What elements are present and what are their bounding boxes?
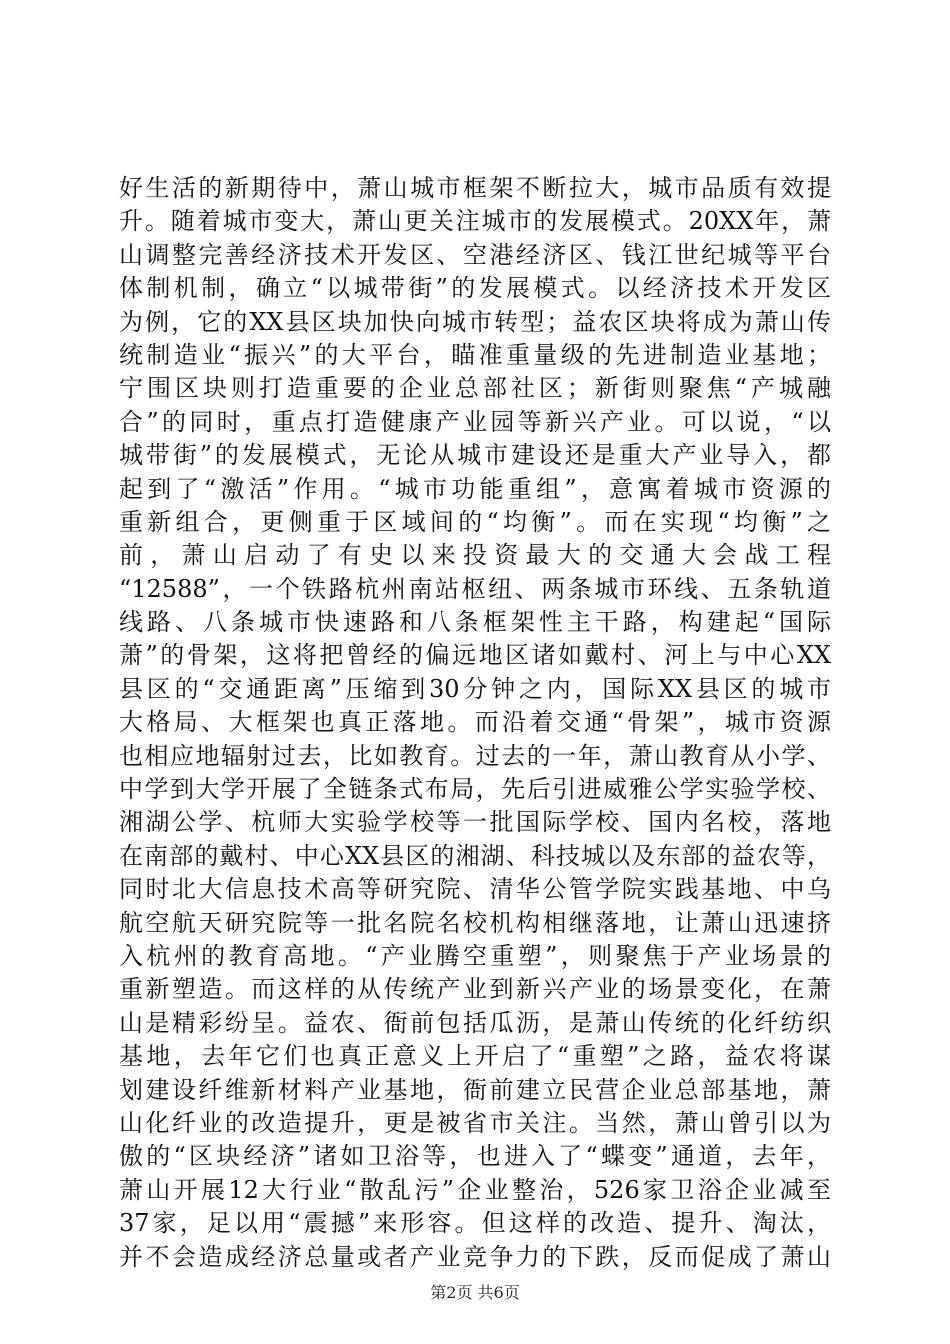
text-line: 傲的“区块经济”诸如卫浴等，也进入了“蝶变”通道，去年， <box>119 1142 831 1171</box>
text-line: 前，萧山启动了有史以来投资最大的交通大会战工程 <box>119 541 831 570</box>
text-line: 山调整完善经济技术开发区、空港经济区、钱江世纪城等平台 <box>119 240 831 269</box>
text-line: “12588”，一个铁路杭州南站枢纽、两条城市环线、五条轨道 <box>119 574 831 603</box>
text-line: 基地，去年它们也真正意义上开启了“重塑”之路，益农将谋 <box>119 1042 831 1071</box>
text-line: 同时北大信息技术高等研究院、清华公管学院实践基地、中乌 <box>119 875 831 904</box>
text-line: 合”的同时，重点打造健康产业园等新兴产业。可以说，“以 <box>119 407 831 436</box>
text-line: 湘湖公学、杭师大实验学校等一批国际学校、国内名校，落地 <box>119 808 831 837</box>
text-line: 城带街”的发展模式，无论从城市建设还是重大产业导入，都 <box>119 441 831 470</box>
body-paragraph <box>119 172 831 1274</box>
text-line: 划建设纤维新材料产业基地，衙前建立民营企业总部基地，萧 <box>119 1075 831 1104</box>
text-line: 并不会造成经济总量或者产业竞争力的下跌，反而促成了萧山 <box>119 1242 831 1271</box>
text-line: 统制造业“振兴”的大平台，瞄准重量级的先进制造业基地； <box>119 340 831 369</box>
text-line: 体制机制，确立“以城带街”的发展模式。以经济技术开发区 <box>119 274 831 303</box>
text-line: 中学到大学开展了全链条式布局，先后引进威雅公学实验学校、 <box>119 775 831 804</box>
text-line: 也相应地辐射过去，比如教育。过去的一年，萧山教育从小学、 <box>119 741 831 770</box>
text-line: 升。随着城市变大，萧山更关注城市的发展模式。20XX年，萧 <box>119 207 831 236</box>
text-line: 大格局、大框架也真正落地。而沿着交通“骨架”，城市资源 <box>119 708 831 737</box>
text-line: 入杭州的教育高地。“产业腾空重塑”，则聚焦于产业场景的 <box>119 941 831 970</box>
text-line: 线路、八条城市快速路和八条框架性主干路，构建起“国际 <box>119 608 831 637</box>
text-line: 37家，足以用“震撼”来形容。但这样的改造、提升、淘汰， <box>119 1209 831 1238</box>
text-line: 山是精彩纷呈。益农、衙前包括瓜沥，是萧山传统的化纤纺织 <box>119 1008 831 1037</box>
text-line: 重新塑造。而这样的从传统产业到新兴产业的场景变化，在萧 <box>119 975 831 1004</box>
text-line: 在南部的戴村、中心XX县区的湘湖、科技城以及东部的益农等， <box>119 841 831 870</box>
text-line: 好生活的新期待中，萧山城市框架不断拉大，城市品质有效提 <box>119 174 831 202</box>
text-line: 山化纤业的改造提升，更是被省市关注。当然，萧山曾引以为 <box>119 1108 831 1137</box>
text-line: 重新组合，更侧重于区域间的“均衡”。而在实现“均衡”之 <box>119 507 831 536</box>
text-line: 萧山开展12大行业“散乱污”企业整治，526家卫浴企业减至 <box>119 1175 831 1204</box>
text-line: 航空航天研究院等一批名院名校机构相继落地，让萧山迅速挤 <box>119 908 831 937</box>
text-line: 为例，它的XX县区块加快向城市转型；益农区块将成为萧山传 <box>119 307 831 336</box>
text-line: 县区的“交通距离”压缩到30分钟之内，国际XX县区的城市 <box>119 674 831 703</box>
text-line: 宁围区块则打造重要的企业总部社区；新街则聚焦“产城融 <box>119 374 831 403</box>
page-number-footer: 第2页 共6页 <box>430 1283 520 1302</box>
text-line: 萧”的骨架，这将把曾经的偏远地区诸如戴村、河上与中心XX <box>119 641 831 670</box>
text-line: 起到了“激活”作用。“城市功能重组”，意寓着城市资源的 <box>119 474 831 503</box>
